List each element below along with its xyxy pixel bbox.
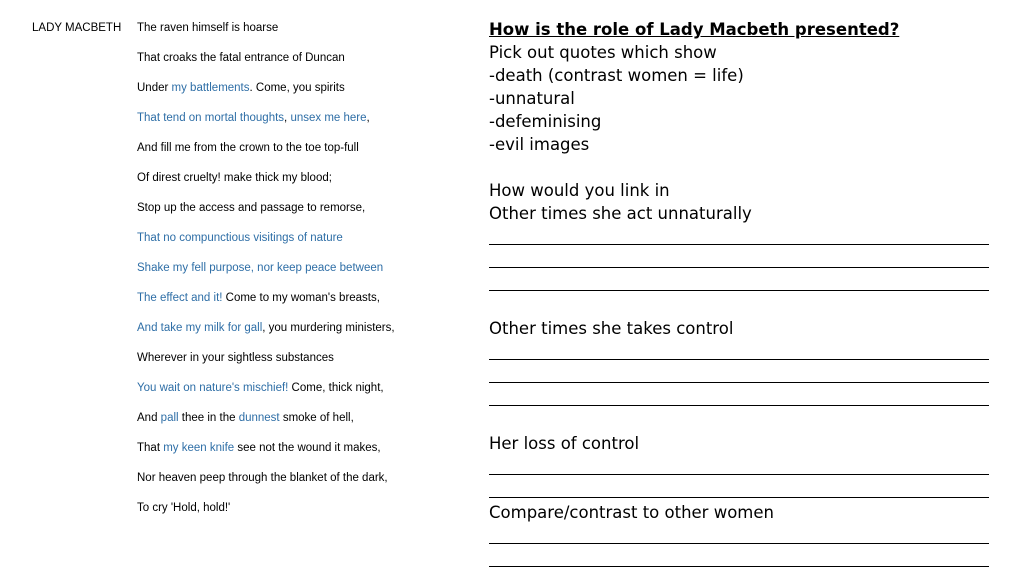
poem-line	[137, 21, 395, 51]
poem-line	[137, 441, 395, 471]
poem-line	[137, 351, 395, 381]
poem-text-segment: , you murdering ministers,	[262, 322, 395, 334]
poem-line	[137, 111, 395, 141]
poem-text-segment: Wherever in your sightless substances	[137, 352, 334, 364]
poem-text-segment: Come, thick night,	[288, 382, 384, 394]
poem-text-segment: Under	[137, 82, 172, 94]
poem-text-segment: And fill me from the crown to the toe top-full	[137, 142, 359, 154]
answer-line	[489, 363, 989, 386]
poem-line	[137, 501, 395, 531]
poem-text-segment: And	[137, 412, 161, 424]
highlighted-quote: You wait on nature's mischief!	[137, 382, 289, 394]
poem-line	[137, 471, 395, 501]
highlighted-quote: The effect and it!	[137, 292, 223, 304]
highlighted-quote: pall	[160, 412, 179, 424]
answer-line	[489, 455, 989, 478]
poem-line	[137, 231, 395, 261]
poem-text-segment: Of direst cruelty! make thick my blood;	[137, 172, 332, 184]
poem-text-segment: . Come, you spirits	[249, 82, 345, 94]
bullet-evil-images: -evil images	[489, 135, 590, 154]
poem-text-segment: thee in the	[178, 412, 239, 424]
poem-line	[137, 171, 395, 201]
highlighted-quote: That tend on mortal thoughts	[137, 112, 285, 124]
speaker-name: LADY MACBETH	[32, 22, 122, 34]
answer-line	[489, 225, 989, 248]
answer-line	[489, 340, 989, 363]
poem-line	[137, 201, 395, 231]
poem-line	[137, 291, 395, 321]
poem-text-segment: smoke of hell,	[279, 412, 354, 424]
link-question-line1: How would you link in	[489, 181, 670, 200]
poem-text-segment: The raven himself is hoarse	[137, 22, 279, 34]
answer-line	[489, 248, 989, 271]
poem-text-segment: That croaks the fatal entrance of Duncan	[137, 52, 345, 64]
poem-text-segment: That	[137, 442, 164, 454]
poem-line	[137, 261, 395, 291]
poem-text-segment: ,	[366, 112, 370, 124]
poem-line	[137, 321, 395, 351]
highlighted-quote: That no compunctious visitings of nature	[137, 232, 343, 244]
highlighted-quote: unsex me here	[290, 112, 367, 124]
answer-line	[489, 386, 989, 409]
poem-line	[137, 141, 395, 171]
highlighted-quote: Shake my fell purpose, nor keep peace between	[137, 262, 384, 274]
highlighted-quote: dunnest	[238, 412, 280, 424]
worksheet-panel	[489, 18, 989, 570]
spacer	[489, 156, 989, 179]
poem-text	[137, 21, 395, 531]
poem-text-segment: Nor heaven peep through the blanket of the dark,	[137, 472, 388, 484]
poem-line	[137, 51, 395, 81]
answer-line	[489, 478, 989, 501]
poem-text-segment: ,	[284, 112, 291, 124]
answer-line	[489, 271, 989, 294]
poem-text-segment: To cry 'Hold, hold!'	[137, 502, 231, 514]
worksheet-intro: Pick out quotes which show	[489, 43, 717, 62]
answer-line	[489, 547, 989, 570]
section-loss-of-control: Her loss of control	[489, 434, 640, 453]
bullet-defeminising: -defeminising	[489, 112, 602, 131]
poem-text-segment: Stop up the access and passage to remorse,	[137, 202, 366, 214]
poem-line	[137, 411, 395, 441]
poem-line	[137, 81, 395, 111]
answer-line	[489, 524, 989, 547]
highlighted-quote: my battlements	[171, 82, 250, 94]
highlighted-quote: my keen knife	[163, 442, 235, 454]
worksheet-title: How is the role of Lady Macbeth presented?	[489, 20, 900, 39]
bullet-unnatural: -unnatural	[489, 89, 575, 108]
poem-line	[137, 381, 395, 411]
section-takes-control: Other times she takes control	[489, 319, 734, 338]
spacer	[489, 409, 989, 432]
poem-text-segment: Come to my woman's breasts,	[222, 292, 380, 304]
poem-text-segment: see not the wound it makes,	[234, 442, 381, 454]
spacer	[489, 294, 989, 317]
highlighted-quote: And take my milk for gall	[137, 322, 263, 334]
section-compare-women: Compare/contrast to other women	[489, 503, 774, 522]
bullet-death: -death (contrast women = life)	[489, 66, 744, 85]
link-question-line2: Other times she act unnaturally	[489, 204, 752, 223]
